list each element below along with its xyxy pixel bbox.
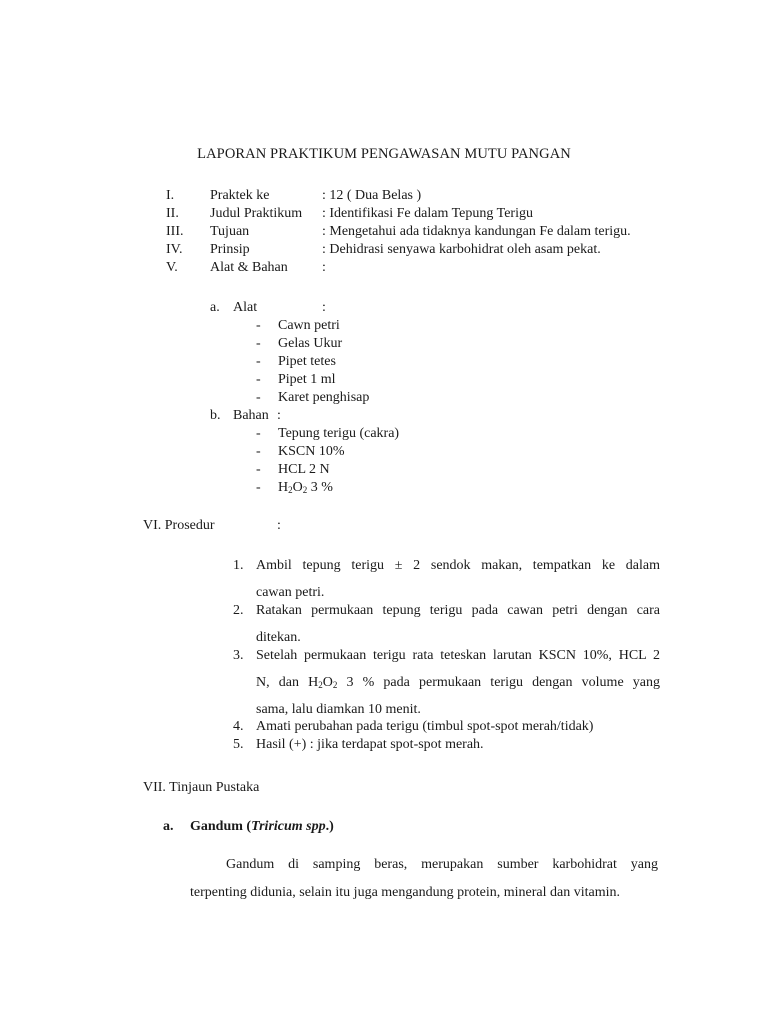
header-roman-3: III. [166, 224, 184, 239]
list-dash: - [256, 444, 261, 459]
list-dash: - [256, 390, 261, 405]
step-line: Ambil tepung terigu ± 2 sendok makan, tempatkan ke dalam [256, 558, 660, 573]
header-value-2: : Identifikasi Fe dalam Tepung Terigu [322, 206, 533, 221]
gandum-heading: Gandum (Triricum spp.) [190, 819, 334, 834]
bahan-colon: : [277, 408, 281, 423]
header-roman-4: IV. [166, 242, 183, 257]
step-line: Ratakan permukaan tepung terigu pada cawan petri dengan cara [256, 603, 660, 618]
alat-item: Pipet 1 ml [278, 372, 336, 387]
gandum-paragraph-line2: terpenting didunia, selain itu juga mengandung protein, mineral dan vitamin. [190, 885, 621, 900]
header-roman-1: I. [166, 188, 175, 203]
list-dash: - [256, 318, 261, 333]
step-line: cawan petri. [256, 585, 325, 600]
step-1 [256, 557, 660, 601]
step-line: ditekan. [256, 630, 301, 645]
step-line-h2o2: N, dan $H_2O_2$ 3 % pada permukaan terigu dengan volume yang [256, 675, 661, 690]
alat-item: Cawn petri [278, 318, 340, 333]
header-key-5: Alat & Bahan [210, 260, 288, 275]
alat-item: Pipet tetes [278, 354, 336, 369]
step-4: Amati perubahan pada terigu (timbul spot-spot merah/tidak) [256, 719, 594, 734]
step-number: 2. [233, 603, 244, 618]
step-line: sama, lalu diamkan 10 menit. [256, 702, 421, 717]
bahan-item-h2o2: $H_2O_2$ 3 % [278, 480, 333, 495]
step-line: Setelah permukaan terigu rata teteskan larutan KSCN 10%, HCL 2 [256, 648, 660, 663]
alat-letter: a. [210, 300, 220, 315]
gandum-paragraph-line1: Gandum di samping beras, merupakan sumber karbohidrat yang [226, 857, 658, 872]
alat-item: Karet penghisap [278, 390, 370, 405]
step-number: 3. [233, 648, 244, 663]
list-dash: - [256, 372, 261, 387]
list-dash: - [256, 462, 261, 477]
alat-item: Gelas Ukur [278, 336, 343, 351]
bahan-letter: b. [210, 408, 221, 423]
header-value-1: : 12 ( Dua Belas ) [322, 188, 422, 203]
step-number: 1. [233, 558, 244, 573]
prosedur-colon: : [277, 518, 281, 533]
header-value-3: : Mengetahui ada tidaknya kandungan Fe dalam terigu. [322, 224, 631, 239]
prosedur-heading: VI. Prosedur [143, 518, 215, 533]
header-key-4: Prinsip [210, 242, 250, 257]
tinjauan-heading: VII. Tinjaun Pustaka [143, 780, 260, 795]
bahan-item: KSCN 10% [278, 444, 345, 459]
bahan-label: Bahan [233, 408, 269, 423]
header-roman-2: II. [166, 206, 179, 221]
header-roman-5: V. [166, 260, 178, 275]
header-key-2: Judul Praktikum [210, 206, 303, 221]
header-key-3: Tujuan [210, 224, 250, 239]
step-2 [256, 602, 660, 646]
step-3 [256, 647, 660, 718]
list-dash: - [256, 480, 261, 495]
alat-label: Alat [233, 300, 258, 315]
list-dash: - [256, 354, 261, 369]
bahan-item: Tepung terigu (cakra) [278, 426, 400, 441]
step-number: 4. [233, 719, 244, 734]
alat-colon: : [322, 300, 326, 315]
page-title: LAPORAN PRAKTIKUM PENGAWASAN MUTU PANGAN [197, 146, 571, 162]
header-key-1: Praktek ke [210, 188, 270, 203]
step-number: 5. [233, 737, 244, 752]
bahan-item: HCL 2 N [278, 462, 330, 477]
step-5: Hasil (+) : jika terdapat spot-spot merah. [256, 737, 484, 752]
header-value-4: : Dehidrasi senyawa karbohidrat oleh asam pekat. [322, 242, 601, 257]
list-dash: - [256, 426, 261, 441]
header-value-5: : [322, 260, 326, 275]
gandum-letter: a. [163, 819, 174, 834]
list-dash: - [256, 336, 261, 351]
